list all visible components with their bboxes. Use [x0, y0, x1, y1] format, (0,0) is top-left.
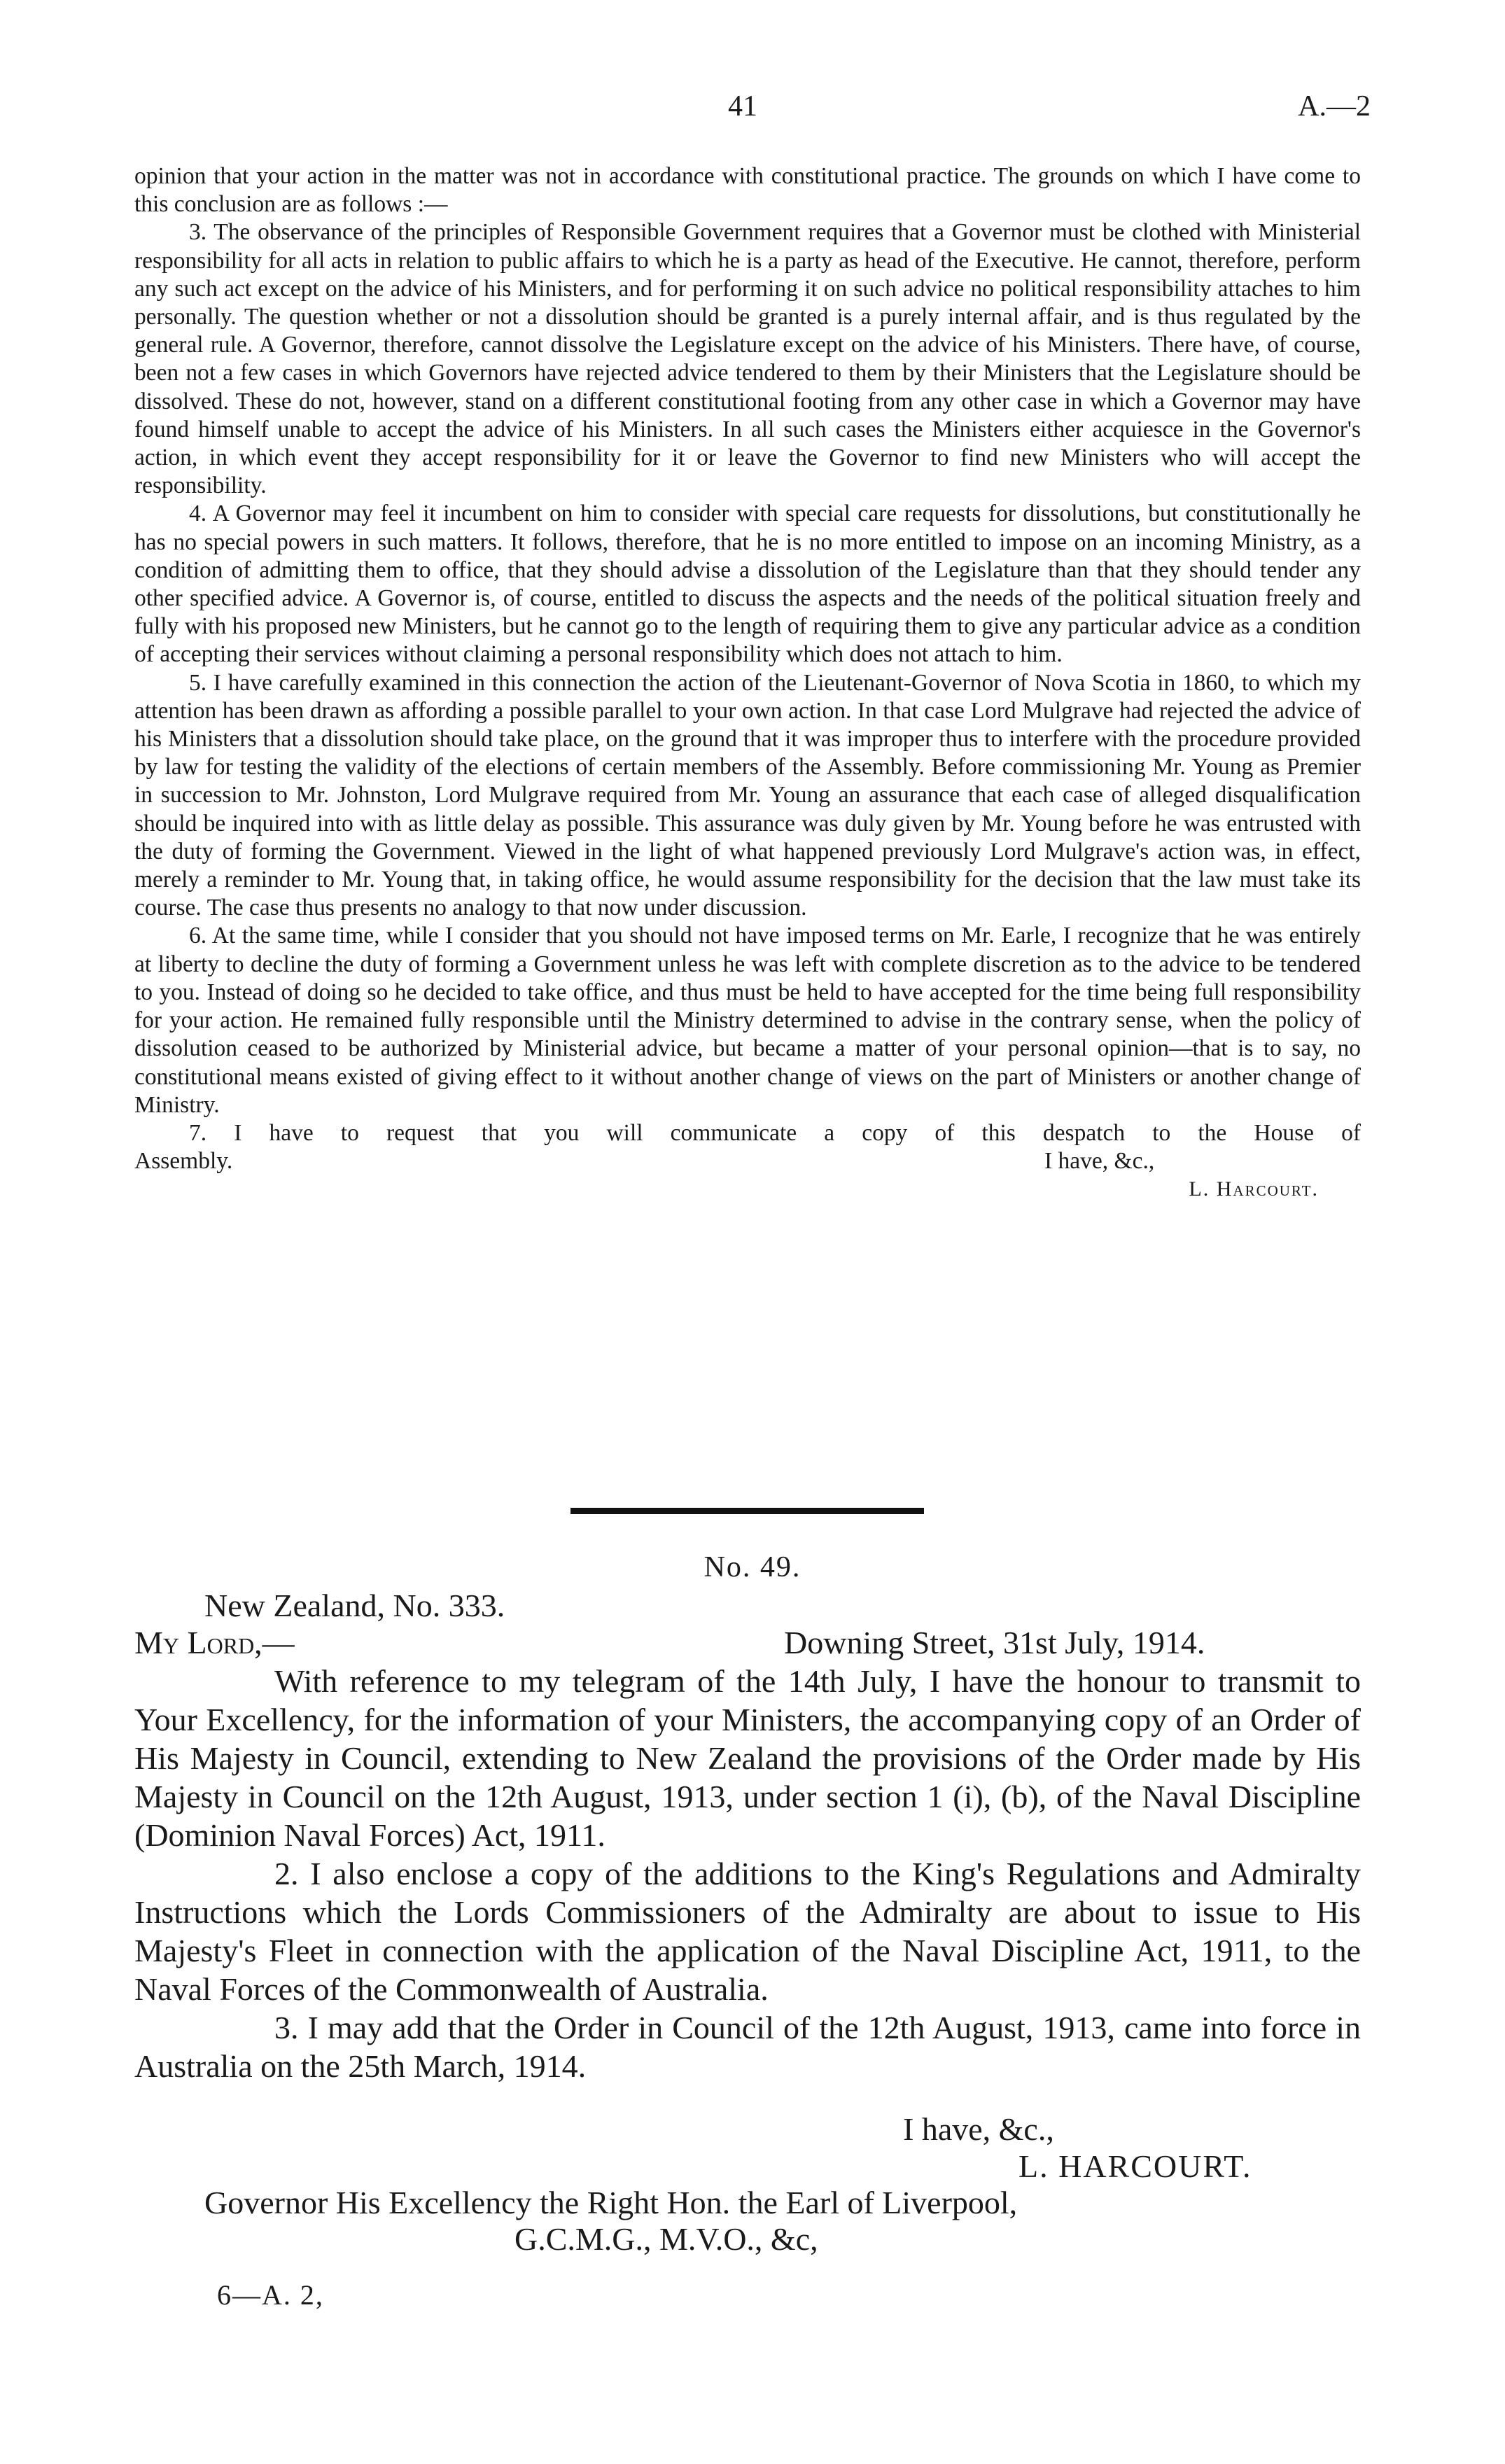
despatch-48-body — [134, 162, 1361, 1203]
despatch-reference: New Zealand, No. 333. — [204, 1588, 505, 1623]
closing-49: I have, &c., — [903, 2111, 1054, 2147]
closing-right: I have, &c., — [1044, 1148, 1155, 1175]
paragraph-6: 6. At the same time, while I consider that you should not have imposed terms on Mr. Earle, I recognize that he was entirely at liberty to decline the duty of forming a Government unless he was left with complete discretion as to the advice to be tendered to you. Instead of doing so he decided to take office, and thus must be held to have accepted for the time being full responsibility for your action. He remained fully responsible until the Ministry determined to advise in the contrary sense, when the policy of dissolution ceased to be authorized by Ministerial advice, but became a matter of your personal opinion—that is to say, no constitutional means existed of giving effect to it without another change of views on the part of Ministers or another change of Ministry. — [134, 923, 1361, 1118]
closing-left: Assembly. — [134, 1148, 233, 1175]
paragraph-2: 2. I also enclose a copy of the additions to the King's Regulations and Admiralty Instructions which the Lords Commissioners of the Admiralty are about to issue to His Majesty's Fleet in connection with the application of the Naval Discipline Act, 1911, to the Naval Forces of the Commonwealth of Australia. — [134, 1856, 1361, 2007]
paragraph-1: With reference to my telegram of the 14th July, I have the honour to transmit to Your Excellency, for the information of your Ministers, the accompanying copy of an Order of His Majesty in Council, extending to New Zealand the provisions of the Order made by His Majesty in Council on the 12th August, 1913, under section 1 (i), (b), of the Naval Discipline (Dominion Naval Forces) Act, 1911. — [134, 1663, 1361, 1853]
closing-row — [134, 1147, 1361, 1175]
paragraph-4: 4. A Governor may feel it incumbent on him to consider with special care requests for dissolutions, but constitutionally he has no special powers in such matters. It follows, therefore, that he is no more entitled to impose on an incoming Ministry, as a condition of admitting them to office, that they should advise a dissolution of the Legislature than that they should tender any other specified advice. A Governor is, of course, entitled to discuss the aspects and the needs of the political situation freely and fully with his proposed new Ministers, but he cannot go to the length of requiring them to give any particular advice as a condition of accepting their services without claiming a personal responsibility which does not attach to him. — [134, 500, 1361, 668]
paragraph-3: 3. The observance of the principles of Responsible Government requires that a Governor must be clothed with Ministerial responsibility for all acts in relation to public affairs to which he is a party as head of the Executive. He cannot, therefore, perform any such act except on the advice of his Ministers, and for performing it on such advice no political responsibility attaches to him personally. The question whether or not a dissolution should be granted is a purely internal affair, and is thus regulated by the general rule. A Governor, therefore, cannot dissolve the Legislature except on the advice of his Ministers. There have, of course, been not a few cases in which Governors have rejected advice tendered to them by their Ministers that the Legislature should be dissolved. These do not, however, stand on a different constitutional footing from any other case in which a Governor may have found himself unable to accept the advice of his Ministers. In all such cases the Ministers either acquiesce in the Governor's action, in which event they accept responsibility for it or leave the Governor to find new Ministers who will accept the responsibility. — [134, 219, 1361, 499]
paragraph-3: 3. I may add that the Order in Council of the 12th August, 1913, came into force in Australia on the 25th March, 1914. — [134, 2010, 1361, 2084]
document-reference: A.—2 — [1298, 90, 1371, 122]
signature-mark: 6—A. 2, — [217, 2279, 324, 2311]
paragraph-5: 5. I have carefully examined in this connection the action of the Lieutenant-Governor of Nova Scotia in 1860, to which my attention has been drawn as affording a possible parallel to your own action. In that case Lord Mulgrave had rejected the advice of his Ministers that a dissolution should take place, on the ground that it was improper thus to interfere with the procedure provided by law for testing the validity of the elections of certain members of the Assembly. Before commissioning Mr. Young as Premier in succession to Mr. Johnston, Lord Mulgrave required from Mr. Young an assurance that each case of alleged disqualification should be inquired into with as little delay as possible. This assurance was duly given by Mr. Young before he was entrusted with the duty of forming the Government. Viewed in the light of what happened previously Lord Mulgrave's action was, in effect, merely a reminder to Mr. Young that, in taking office, he would assume responsibility for the decision that the law must take its course. The case thus presents no analogy to that now under discussion. — [134, 669, 1361, 921]
addressee-line-1: Governor His Excellency the Right Hon. the Earl of Liverpool, — [204, 2185, 1018, 2220]
place-date: Downing Street, 31st July, 1914. — [784, 1625, 1205, 1660]
salutation: My Lord,— — [134, 1625, 295, 1660]
signature-49: L. HARCOURT. — [1018, 2148, 1252, 2184]
despatch-49-body — [134, 1662, 1361, 2085]
signature-48: L. Harcourt. — [1189, 1177, 1319, 1201]
page-number: 41 — [728, 90, 757, 122]
despatch-number: No. 49. — [704, 1551, 802, 1583]
paragraph-continuation: opinion that your action in the matter was not in accordance with constitutional practice. The grounds on which I have come to this conclusion are as follows :— — [134, 163, 1361, 218]
addressee-line-2: G.C.M.G., M.V.O., &c, — [514, 2221, 818, 2257]
section-divider — [570, 1508, 924, 1514]
paragraph-7: 7. I have to request that you will communicate a copy of this despatch to the House of — [189, 1119, 1361, 1146]
